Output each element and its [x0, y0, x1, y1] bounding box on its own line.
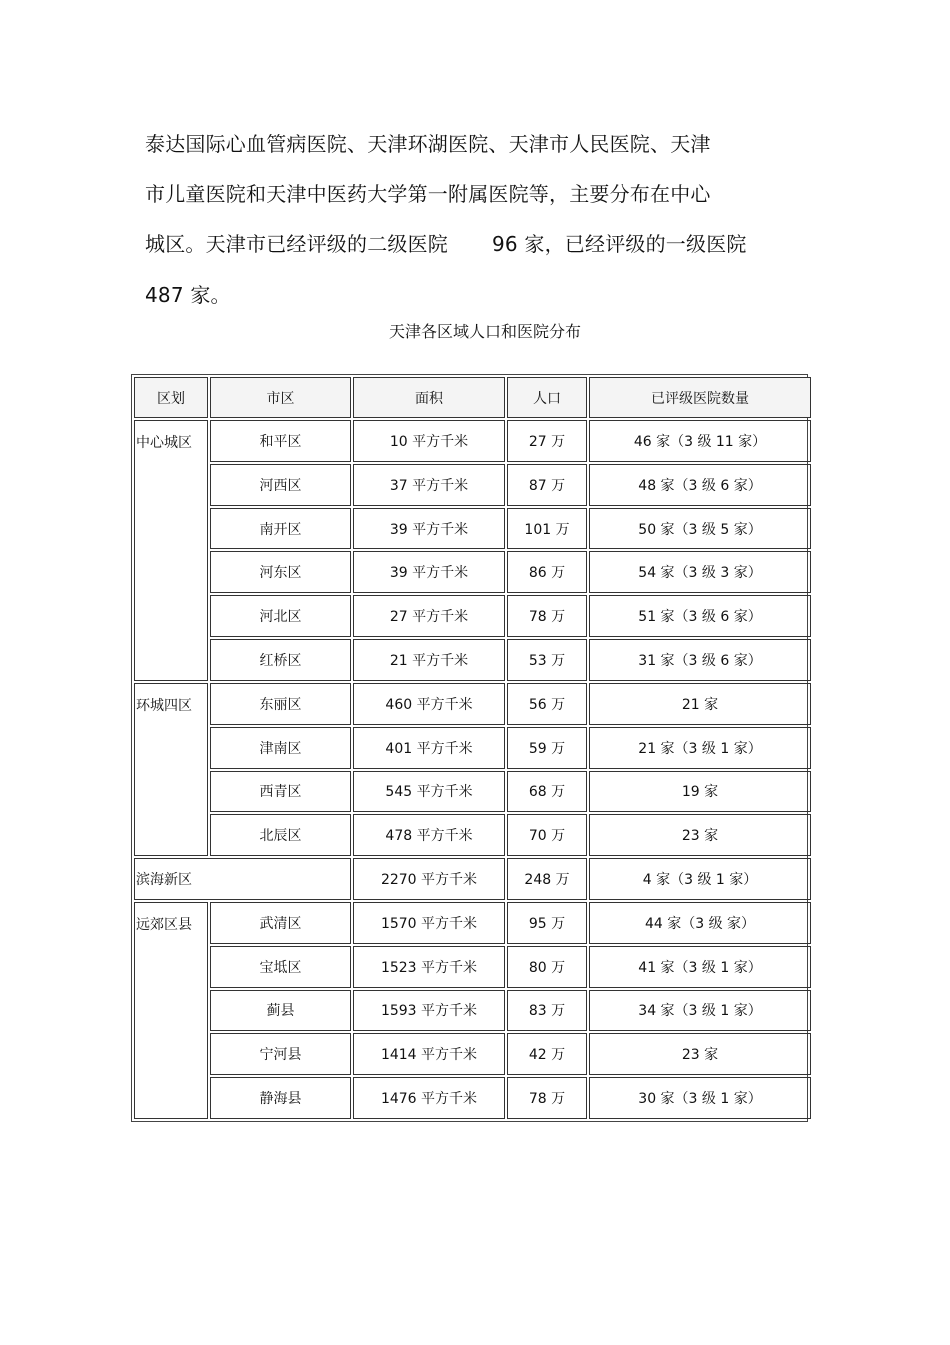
area-cell: 37 平方千米 — [353, 464, 505, 506]
area-cell: 27 平方千米 — [353, 595, 505, 637]
district-cell: 河东区 — [210, 551, 351, 593]
area-cell: 10 平方千米 — [353, 420, 505, 462]
table-row — [134, 727, 811, 769]
hospital-count-cell: 21 家（3 级 1 家） — [589, 727, 811, 769]
population-cell: 78 万 — [507, 1077, 587, 1119]
area-cell: 1414 平方千米 — [353, 1033, 505, 1075]
population-cell: 95 万 — [507, 902, 587, 944]
population-cell: 86 万 — [507, 551, 587, 593]
table-header-row — [134, 377, 811, 418]
district-cell: 北辰区 — [210, 814, 351, 856]
district-cell: 河北区 — [210, 595, 351, 637]
table-row — [134, 902, 811, 944]
area-cell: 1476 平方千米 — [353, 1077, 505, 1119]
table-row — [134, 464, 811, 506]
area-cell: 401 平方千米 — [353, 727, 505, 769]
district-cell: 蓟县 — [210, 990, 351, 1032]
district-cell: 红桥区 — [210, 639, 351, 681]
table-row — [134, 639, 811, 681]
region-cell: 远郊区县 — [134, 902, 208, 1119]
district-cell: 武清区 — [210, 902, 351, 944]
hospital-count-cell: 4 家（3 级 1 家） — [589, 858, 811, 900]
population-cell: 53 万 — [507, 639, 587, 681]
table-row — [134, 990, 811, 1032]
paragraph-line-4: 487 家。 — [145, 283, 231, 307]
table-row — [134, 420, 811, 462]
hospital-count-cell: 31 家（3 级 6 家） — [589, 639, 811, 681]
hospital-count-cell: 41 家（3 级 1 家） — [589, 946, 811, 988]
district-cell: 静海县 — [210, 1077, 351, 1119]
hospital-count-cell: 34 家（3 级 1 家） — [589, 990, 811, 1032]
area-cell: 478 平方千米 — [353, 814, 505, 856]
table-row — [134, 551, 811, 593]
area-cell: 460 平方千米 — [353, 683, 505, 725]
table-row — [134, 814, 811, 856]
population-cell: 83 万 — [507, 990, 587, 1032]
area-cell: 1523 平方千米 — [353, 946, 505, 988]
hospital-count-cell: 54 家（3 级 3 家） — [589, 551, 811, 593]
area-cell: 1593 平方千米 — [353, 990, 505, 1032]
district-cell: 津南区 — [210, 727, 351, 769]
header-cell-population: 人口 — [507, 377, 587, 418]
table-row — [134, 1077, 811, 1119]
population-cell: 87 万 — [507, 464, 587, 506]
paragraph-line-2: 市儿童医院和天津中医药大学第一附属医院等，主要分布在中心 — [145, 182, 711, 206]
area-cell: 1570 平方千米 — [353, 902, 505, 944]
table-row — [134, 595, 811, 637]
district-cell: 宁河县 — [210, 1033, 351, 1075]
table-row — [134, 858, 811, 900]
population-cell: 59 万 — [507, 727, 587, 769]
header-cell-region: 区划 — [134, 377, 208, 418]
hospital-count-cell: 21 家 — [589, 683, 811, 725]
hospital-count-cell: 30 家（3 级 1 家） — [589, 1077, 811, 1119]
header-cell-district: 市区 — [210, 377, 351, 418]
district-cell: 南开区 — [210, 508, 351, 550]
region-cell: 滨海新区 — [134, 858, 351, 900]
hospital-count-cell: 48 家（3 级 6 家） — [589, 464, 811, 506]
population-cell: 42 万 — [507, 1033, 587, 1075]
table-row — [134, 946, 811, 988]
population-cell: 27 万 — [507, 420, 587, 462]
table-row — [134, 683, 811, 725]
hospital-count-cell: 51 家（3 级 6 家） — [589, 595, 811, 637]
district-cell: 西青区 — [210, 771, 351, 813]
population-cell: 101 万 — [507, 508, 587, 550]
area-cell: 21 平方千米 — [353, 639, 505, 681]
hospital-count-cell: 23 家 — [589, 1033, 811, 1075]
hospital-count-cell: 44 家（3 级 家） — [589, 902, 811, 944]
table-row — [134, 1033, 811, 1075]
population-cell: 248 万 — [507, 858, 587, 900]
hospital-distribution-table — [131, 374, 808, 1122]
area-cell: 39 平方千米 — [353, 551, 505, 593]
table-title: 天津各区域人口和医院分布 — [388, 322, 581, 341]
district-cell: 河西区 — [210, 464, 351, 506]
population-cell: 68 万 — [507, 771, 587, 813]
paragraph-line-3-part-b: 96 家，已经评级的一级医院 — [492, 232, 747, 256]
table-row — [134, 508, 811, 550]
hospital-count-cell: 19 家 — [589, 771, 811, 813]
district-cell: 东丽区 — [210, 683, 351, 725]
hospital-count-cell: 46 家（3 级 11 家） — [589, 420, 811, 462]
paragraph-line-1: 泰达国际心血管病医院、天津环湖医院、天津市人民医院、天津 — [145, 132, 711, 156]
population-cell: 56 万 — [507, 683, 587, 725]
header-cell-hospital-count: 已评级医院数量 — [589, 377, 811, 418]
paragraph-line-3 — [145, 231, 747, 257]
table-row — [134, 771, 811, 813]
region-cell: 中心城区 — [134, 420, 208, 681]
population-cell: 78 万 — [507, 595, 587, 637]
hospital-count-cell: 23 家 — [589, 814, 811, 856]
region-cell: 环城四区 — [134, 683, 208, 856]
area-cell: 545 平方千米 — [353, 771, 505, 813]
district-cell: 宝坻区 — [210, 946, 351, 988]
population-cell: 80 万 — [507, 946, 587, 988]
area-cell: 2270 平方千米 — [353, 858, 505, 900]
paragraph-line-3-part-a: 城区。天津市已经评级的二级医院 — [145, 232, 448, 256]
area-cell: 39 平方千米 — [353, 508, 505, 550]
district-cell: 和平区 — [210, 420, 351, 462]
population-cell: 70 万 — [507, 814, 587, 856]
header-cell-area: 面积 — [353, 377, 505, 418]
hospital-count-cell: 50 家（3 级 5 家） — [589, 508, 811, 550]
